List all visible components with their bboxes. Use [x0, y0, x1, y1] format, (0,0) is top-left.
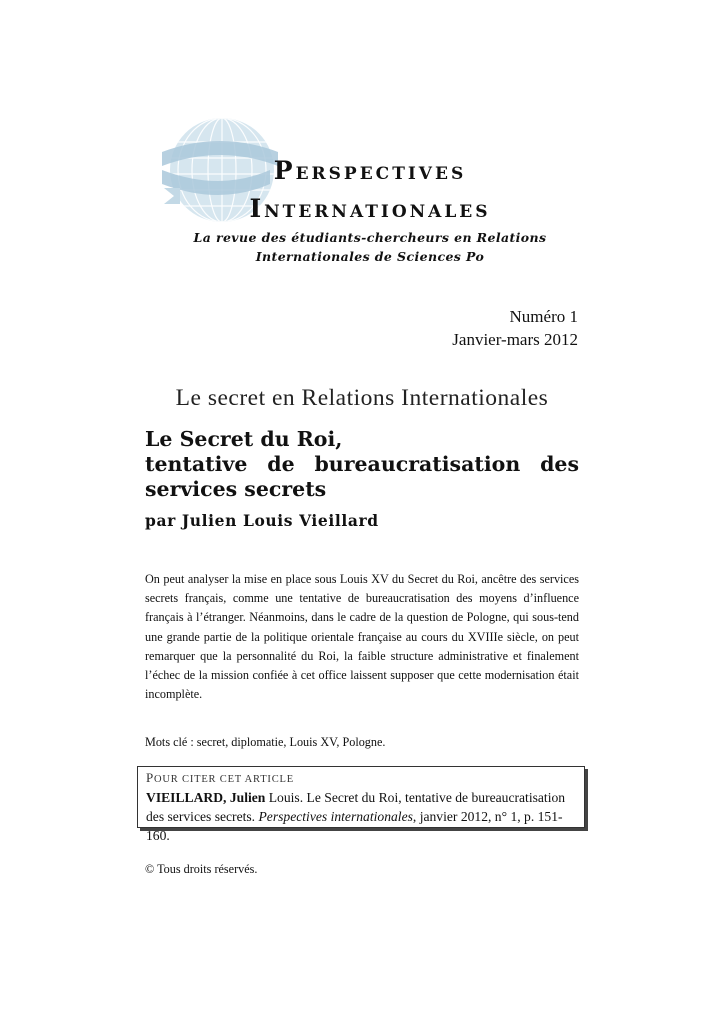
citation-heading	[146, 770, 294, 786]
citation-journal: Perspectives internationales	[258, 809, 413, 824]
journal-name-line2	[150, 194, 590, 223]
citation-text-part2: , janvier 2012, n° 1, p. 151-160.	[146, 809, 563, 843]
journal-name-rest: ERSPECTIVES	[295, 164, 467, 184]
journal-tagline-line2: Internationales de Sciences Po	[255, 249, 485, 264]
article-title	[145, 427, 579, 502]
article-title-word: tentative	[145, 452, 248, 476]
journal-name-initial: P	[273, 156, 296, 185]
article-title-line2	[145, 452, 579, 477]
journal-name-initial: I	[249, 194, 265, 223]
dossier-title: Le secret en Relations Internationales	[175, 385, 549, 411]
journal-name-rest: NTERNATIONALES	[264, 202, 491, 222]
journal-tagline-line1: La revue des étudiants-chercheurs en Relations	[193, 230, 547, 245]
journal-name-line1	[150, 156, 590, 185]
article-title-word: des	[540, 452, 579, 476]
issue-date: Janvier-mars 2012	[452, 330, 578, 349]
citation-author: VIEILLARD, Julien	[146, 790, 266, 805]
article-title-line3: services secrets	[145, 477, 327, 501]
article-keywords: Mots clé : secret, diplomatie, Louis XV, Pologne.	[145, 735, 386, 749]
article-title-word: de	[267, 452, 295, 476]
citation-text-part1: Louis. Le Secret du Roi, tentative de bureaucratisation des services secrets.	[146, 790, 566, 824]
article-title-line1: Le Secret du Roi,	[145, 427, 343, 451]
citation-text	[146, 788, 578, 845]
article-abstract: On peut analyser la mise en place sous Louis XV du Secret du Roi, ancêtre des services secrets français, comme une tentative de bureaucratisation des moyens d’influence français à l’étranger. Néanmoins, dans le cadre de la question de Pologne, qui sous-tend une grande partie de la politique orientale française au cours du XVIIIe siècle, on peut remarquer que la personnalité du Roi, la faible structure administrative et finalement l’échec de la mission confiée à cet office laissent supposer que cette modernisation était incomplète.	[145, 572, 579, 702]
article-title-word: bureaucratisation	[314, 452, 521, 476]
issue-number: Numéro 1	[509, 307, 578, 326]
article-author: par Julien Louis Vieillard	[145, 511, 379, 530]
citation-heading-initial: P	[146, 770, 155, 785]
citation-heading-rest: OUR CITER CET ARTICLE	[154, 774, 294, 785]
citation-box	[137, 766, 585, 843]
copyright-notice: © Tous droits réservés.	[145, 862, 258, 876]
